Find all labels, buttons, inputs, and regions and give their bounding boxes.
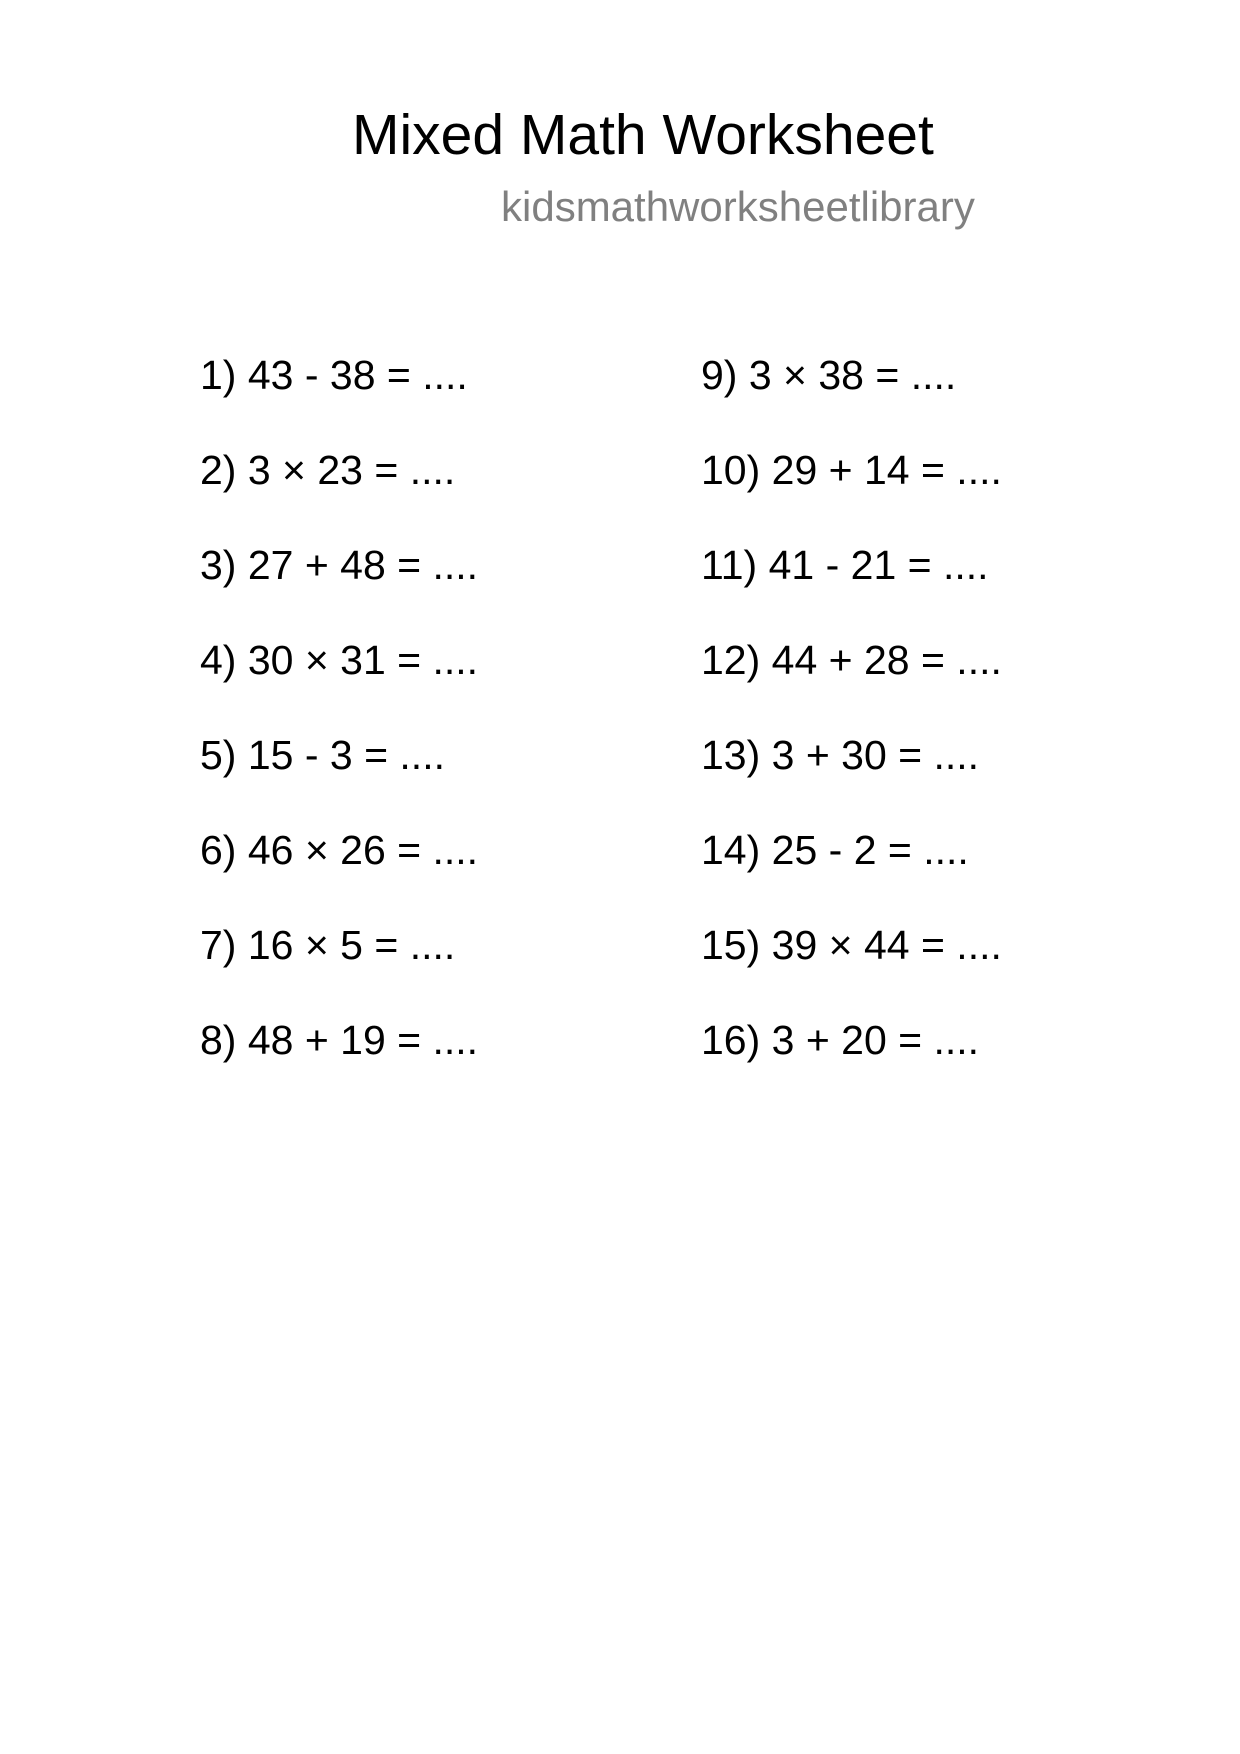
page-subtitle: kidsmathworksheetlibrary [501,183,975,230]
page-title: Mixed Math Worksheet [352,103,934,167]
problem-14: 14) 25 - 2 = .... [701,827,969,873]
problem-7: 7) 16 × 5 = .... [200,922,456,968]
problem-column-left [200,350,660,1110]
problem-6: 6) 46 × 26 = .... [200,827,479,873]
problem-15: 15) 39 × 44 = .... [701,922,1002,968]
problem-12: 12) 44 + 28 = .... [701,637,1002,683]
problem-9: 9) 3 × 38 = .... [701,352,957,398]
problem-column-right [701,350,1161,1110]
problem-2: 2) 3 × 23 = .... [200,447,456,493]
problem-11: 11) 41 - 21 = .... [701,542,989,588]
problem-13: 13) 3 + 30 = .... [701,732,980,778]
problem-10: 10) 29 + 14 = .... [701,447,1002,493]
problem-5: 5) 15 - 3 = .... [200,732,445,778]
problem-8: 8) 48 + 19 = .... [200,1017,479,1063]
problem-3: 3) 27 + 48 = .... [200,542,479,588]
problem-4: 4) 30 × 31 = .... [200,637,479,683]
problem-1: 1) 43 - 38 = .... [200,352,468,398]
problem-16: 16) 3 + 20 = .... [701,1017,980,1063]
